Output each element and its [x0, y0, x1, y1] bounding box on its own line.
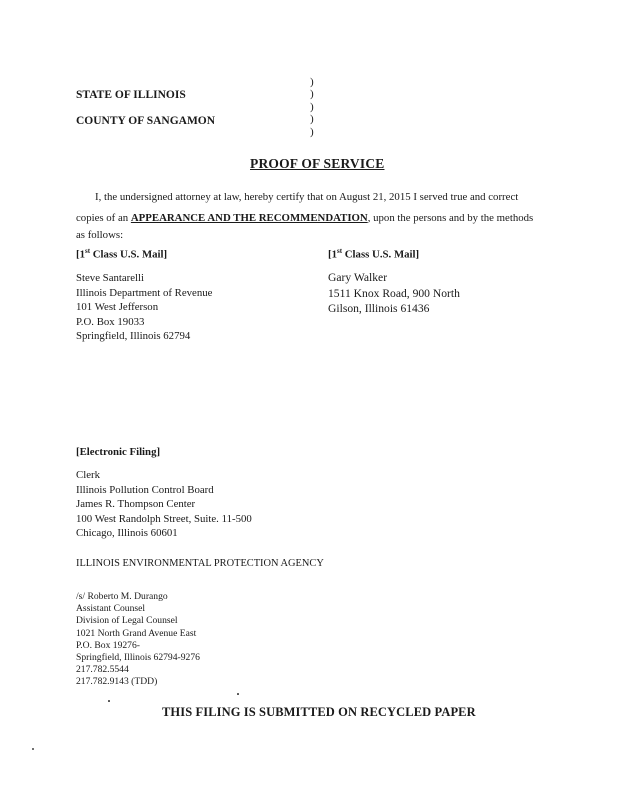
- address-line: P.O. Box 19033: [76, 315, 145, 328]
- signature-line: /s/ Roberto M. Durango: [76, 591, 168, 602]
- scan-speck: [108, 700, 110, 702]
- signature-line: 217.782.9143 (TDD): [76, 676, 158, 688]
- address-line: Clerk: [76, 469, 100, 481]
- electronic-recipient: [76, 468, 252, 541]
- agency-name: ILLINOIS ENVIRONMENTAL PROTECTION AGENCY: [76, 558, 324, 569]
- caption-paren: ): [310, 125, 314, 138]
- signature-line: Springfield, Illinois 62794-9276: [76, 652, 200, 664]
- service-method-1: [76, 247, 167, 261]
- certify-line-1: I, the undersigned attorney at law, hereby certify that on August 21, 2015 I served true and correct: [95, 191, 519, 203]
- caption-county: COUNTY OF SANGAMON: [76, 115, 216, 127]
- method-suffix: Class U.S. Mail]: [342, 248, 420, 261]
- method-prefix: [1: [76, 248, 85, 261]
- caption-paren: ): [310, 113, 314, 126]
- address-line: Chicago, Illinois 60601: [76, 527, 178, 539]
- electronic-method: [Electronic Filing]: [76, 446, 161, 458]
- caption-paren: ): [310, 88, 314, 101]
- method-superscript: st: [85, 247, 91, 255]
- address-line: Illinois Department of Revenue: [76, 286, 213, 299]
- certify-line-2: [76, 211, 533, 226]
- scan-speck: [237, 693, 239, 695]
- signature-line: 217.782.5544: [76, 664, 129, 676]
- address-line: James R. Thompson Center: [76, 498, 196, 510]
- certify-line-2-post: , upon the persons and by the methods: [367, 212, 534, 224]
- address-line: 101 West Jefferson: [76, 301, 159, 313]
- service-method-2: [328, 247, 419, 261]
- signature-line: Division of Legal Counsel: [76, 615, 178, 627]
- address-line: Springfield, Illinois 62794: [76, 330, 191, 342]
- certify-line-2-pre: copies of an: [76, 212, 131, 224]
- method-suffix: Class U.S. Mail]: [90, 248, 168, 261]
- caption-paren: ): [310, 100, 314, 113]
- address-line: Gary Walker: [328, 271, 388, 284]
- service-recipient-2: [328, 270, 460, 317]
- address-line: Gilson, Illinois 61436: [328, 302, 430, 315]
- method-prefix: [1: [328, 248, 337, 261]
- caption-state: STATE OF ILLINOIS: [76, 89, 186, 101]
- address-line: Steve Santarelli: [76, 272, 145, 284]
- service-recipient-1: [76, 271, 212, 344]
- address-line: 100 West Randolph Street, Suite. 11-500: [76, 512, 252, 525]
- address-line: Illinois Pollution Control Board: [76, 483, 214, 496]
- scan-speck: [32, 748, 34, 750]
- method-superscript: st: [337, 247, 343, 255]
- signature-line: Assistant Counsel: [76, 603, 146, 615]
- address-line: 1511 Knox Road, 900 North: [328, 286, 460, 300]
- page-title: PROOF OF SERVICE: [250, 156, 385, 171]
- caption-parentheses: [310, 76, 314, 138]
- signature-block: [76, 591, 200, 689]
- signature-line: P.O. Box 19276-: [76, 639, 140, 651]
- caption-paren: ): [310, 76, 314, 88]
- certify-line-3: as follows:: [76, 229, 124, 241]
- signature-line: 1021 North Grand Avenue East: [76, 627, 197, 639]
- served-documents: APPEARANCE AND THE RECOMMENDATION: [130, 212, 368, 224]
- recycled-paper-footer: THIS FILING IS SUBMITTED ON RECYCLED PAPER: [162, 705, 476, 719]
